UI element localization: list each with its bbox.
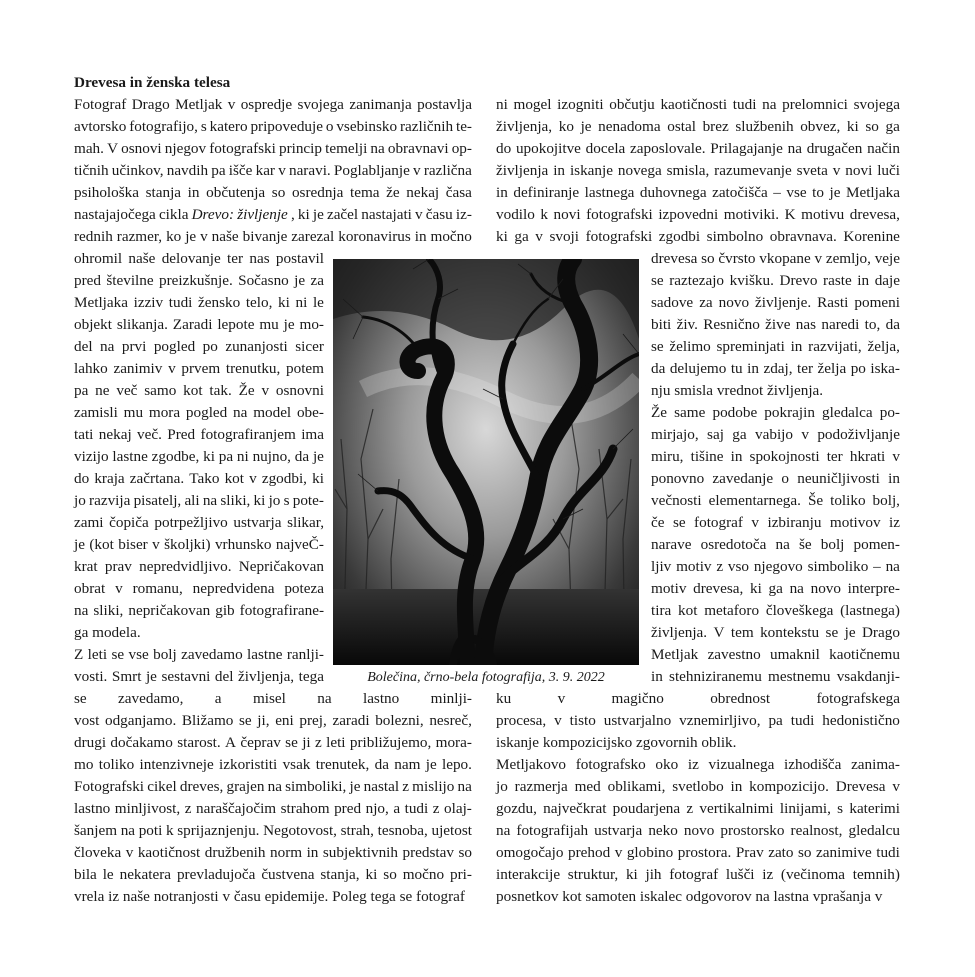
text-line: Metljak zavestno umaknil kaotičnemu	[651, 646, 900, 663]
text-line: pred številne preizkušnje. Sočasno je za	[74, 272, 324, 289]
text-line: Metljakovo fotografsko oko iz vizualnega izhodišča zanima-	[496, 756, 900, 773]
text-line: ga modela.	[74, 624, 141, 641]
text-line: biti živ. Resnično žive nas naredi to, da	[651, 316, 900, 333]
text-line: objekt slikanja. Zaradi lepote mu je mo-	[74, 316, 324, 333]
text-line: mirjajo, saj ga vabijo v podoživljanje	[651, 426, 900, 443]
text-line: mo toliko intenzivneje izkoristiti vsak trenutek, da nam je lepo.	[74, 756, 472, 773]
text-line: drevesa so čvrsto vkopane v zemljo, veje	[651, 250, 900, 267]
text-line: ku v magično obrednost fotografskega	[496, 690, 900, 707]
text-line: človeka v kaotičnost družbenih norm in subjektivnih predstav so	[74, 844, 472, 861]
text-line: rednih razmer, ko je v naše bivanje zarezal koronavirus in močno	[74, 228, 472, 245]
text-line: obrat v romanu, nepredvidena poteza	[74, 580, 324, 597]
text-line: tati nekaj več. Pred fotografiranjem ima	[74, 426, 324, 443]
text-line: vost odganjamo. Bližamo se ji, eni prej, zaradi bolezni, nesreč,	[74, 712, 472, 729]
text-line: pa ne več samo kot tak. Že v osnovni	[74, 382, 324, 399]
text-line: tira kot metaforo človeškega (lastnega)	[651, 602, 900, 619]
text-line: vodilo k novi fotografski izpovedni motiviki. K motivu drevesa,	[496, 206, 900, 223]
text-line: je (kot biser v školjki) vrhunsko najveČ-	[74, 536, 324, 553]
text-line: nastajajočega cikla Drevo: življenje , ki je začel nastajati v času iz-	[74, 206, 472, 223]
text-line: če se fotograf v izbiranju motivov iz	[651, 514, 900, 531]
text-line: da delujemo tu in zdaj, ter želja po iska-	[651, 360, 900, 377]
text-line: ni mogel izogniti občutju kaotičnosti tudi na prelomnici svojega	[496, 96, 900, 113]
text-line: Fotografski cikel dreves, grajen na simboliki, je nastal z mislijo na	[74, 778, 472, 795]
text-line: omogočajo prehod v globino prostora. Prav zato so zanimive tudi	[496, 844, 900, 861]
text-line: vosti. Smrt je sestavni del življenja, tega	[74, 668, 324, 685]
text-line: do kraja začrtana. Tako kot v zgodbi, ki	[74, 470, 324, 487]
text-line: zami čopiča potrpežljivo ustvarja slikar,	[74, 514, 324, 531]
text-line: življenja in iskanje novega smisla, razumevanje sveta v novi luči	[496, 162, 900, 179]
text-line: Metljaka izziv tudi žensko telo, ki ni le	[74, 294, 324, 311]
text-line: iskanje kompozicijsko zgovornih oblik.	[496, 734, 737, 751]
text-line: lahko zanimiv v prvem trenutku, potem	[74, 360, 324, 377]
text-line: del na prvi pogled po zunanjosti sicer	[74, 338, 324, 355]
text-line: se zavedamo, a misel na lastno minlji-	[74, 690, 472, 707]
text-line: vizijo lastne zgodbe, ki pa ni nujno, da je	[74, 448, 324, 465]
text-line: psihološka stanja in občutenja so osrednja tema že nekaj časa	[74, 184, 472, 201]
text-line: do upokojitve docela zaposlovale. Prilagajanje na drugačen način	[496, 140, 900, 157]
text-line: interakcije struktur, ki jih fotograf lušči iz (večinoma temnih)	[496, 866, 900, 883]
text-line: na sliki, nepričakovan gib fotografirane-	[74, 602, 324, 619]
text-line: in stehniziranemu mestnemu vsakdanji-	[651, 668, 900, 685]
text-line: miru, tišine in spokojnosti ter hkrati v	[651, 448, 900, 465]
text-line: ki ga v svoji fotografski zgodbi simbolno obravnava. Korenine	[496, 228, 900, 245]
text-line: nju smisla vrednot življenja.	[651, 382, 824, 399]
text-line: mah. V osnovi njegov fotografski princip temelji na obravnavi op-	[74, 140, 472, 157]
text-line: krat prav nepredvidljivo. Nepričakovan	[74, 558, 324, 575]
text-line: na fotografijah ustvarja neko novo prostorsko realnost, gledalcu	[496, 822, 900, 839]
text-line: lastno minljivost, z naraščajočim strahom pred njo, a tudi z olaj-	[74, 800, 472, 817]
text-line: ljiv motiv z vso njegovo simboliko – na	[651, 558, 900, 575]
text-line: življenja, ko je nenadoma ostal brez službenih obvez, ki so ga	[496, 118, 900, 135]
text-line: šanjem na poti k sprijaznjenju. Negotovost, strah, tesnoba, ujetost	[74, 822, 472, 839]
text-line: narave osredotoča na še bolj pomen-	[651, 536, 900, 553]
text-line: se želimo spreminjati in razvijati, želja,	[651, 338, 900, 355]
text-line: in definiranje lastnega duhovnega zatočišča – vse to je Metljaka	[496, 184, 900, 201]
text-line: bila le nekatera prevladujoča čustvena stanja, ki so močno pri-	[74, 866, 472, 883]
photo-caption: Bolečina, črno-bela fotografija, 3. 9. 2022	[367, 670, 605, 685]
text-line: se raztezajo kvišku. Drevo raste in daje	[651, 272, 900, 289]
tree-photograph	[333, 259, 639, 665]
text-line: življenja. V tem kontekstu se je Drago	[651, 624, 900, 641]
text-line: posnetkov kot samoten iskalec odgovorov na lastna vprašanja v	[496, 888, 883, 905]
text-line: drugi dočakamo starost. A čeprav se ji z leti približujemo, mora-	[74, 734, 472, 751]
text-line: vrela iz naše notranjosti v času epidemije. Poleg tega se fotograf	[74, 888, 465, 905]
text-line: procesa, v tisto ustvarjalno vznemirljivo, pa tudi hedonistično	[496, 712, 900, 729]
text-line: tičnih učinkov, navdih pa išče kar v naravi. Poglabljanje v različna	[74, 162, 472, 179]
text-line: ponovno zavedanje o neuničljivosti in	[651, 470, 900, 487]
text-line: jo razmerja med oblikami, svetlobo in kompozicijo. Drevesa v	[496, 778, 900, 795]
text-line: gozdu, največkrat poudarjena z vertikalnimi linijami, s katerimi	[496, 800, 900, 817]
text-line: Z leti se vse bolj zavedamo lastne ranlji-	[74, 646, 324, 663]
text-line: ohromil naše delovanje ter nas postavil	[74, 250, 324, 267]
text-line: zamisli mu mora pogled na model obe-	[74, 404, 324, 421]
text-line: motiv drevesa, ki ga na novo interpre-	[651, 580, 900, 597]
text-line: sadove za novo življenje. Rasti pomeni	[651, 294, 900, 311]
text-line: avtorsko fotografijo, s katero pripoveduje o vsebinsko različnih te-	[74, 118, 472, 135]
text-line: Že same podobe pokrajin gledalca po-	[651, 404, 900, 421]
text-line: večnosti elementarnega. Še toliko bolj,	[651, 492, 900, 509]
article-heading: Drevesa in ženska telesa	[74, 74, 231, 91]
text-line: jo razvija pisatelj, ali na sliki, ki jo s pote-	[74, 492, 324, 509]
text-line: Fotograf Drago Metljak v ospredje svojega zanimanja postavlja	[74, 96, 472, 113]
